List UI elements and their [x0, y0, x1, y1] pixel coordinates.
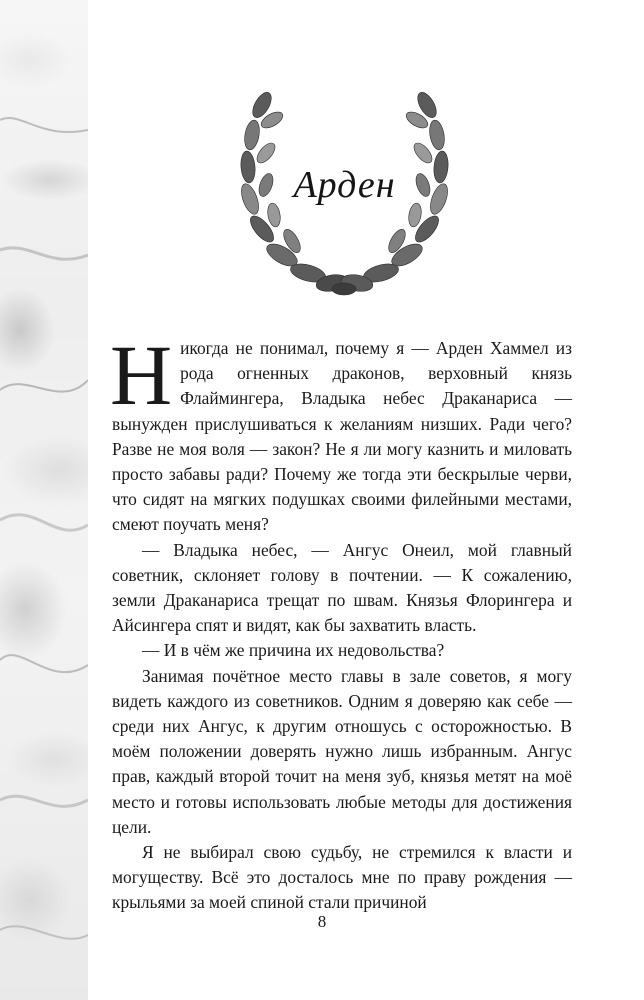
paragraph: — Владыка небес, — Ангус Онеил, мой главный советник, склоняет голову в почтении. — К сожалению, земли Драканариса трещат по швам. Князья Флорингера и Айсингера спят и видят, как бы захватить власть.	[112, 539, 572, 636]
page-number: 8	[317, 912, 327, 931]
paragraph: Никогда не понимал, почему я — Арден Хаммел из рода огненных драконов, верховный князь Флаймингера, Владыка небес Драканариса — вынужден прислушиваться к желаниям низших. Ради чего? Разве не моя воля — закон? Не я ли могу казнить и миловать просто забавы ради? Почему же тогда эти бескрылые черви, что сидят на мягких подушках своими филейными местами, смеют поучать меня?	[110, 327, 572, 535]
drop-cap: Н	[110, 327, 173, 423]
chapter-body	[110, 327, 572, 916]
paragraph: — И в чём же причина их недовольства?	[142, 640, 445, 661]
marble-texture	[0, 0, 88, 1000]
chapter-title: Арден	[293, 164, 396, 206]
paragraph: Я не выбирал свою судьбу, не стремился к власти и могуществу. Всё это досталось мне по праву рождения — крыльями за моей спиной стали причиной	[112, 842, 572, 913]
paragraph: Занимая почётное место главы в зале советов, я могу видеть каждого из советников. Одним я доверяю как себе — среди них Ангус, к другим отношусь с осторожностью. В моём положении доверять нужно лишь избранным. Ангус прав, каждый второй точит на меня зуб, князья метят на моё место и готовы использовать любые методы для достижения цели.	[112, 665, 572, 837]
marble-border	[0, 0, 88, 1000]
